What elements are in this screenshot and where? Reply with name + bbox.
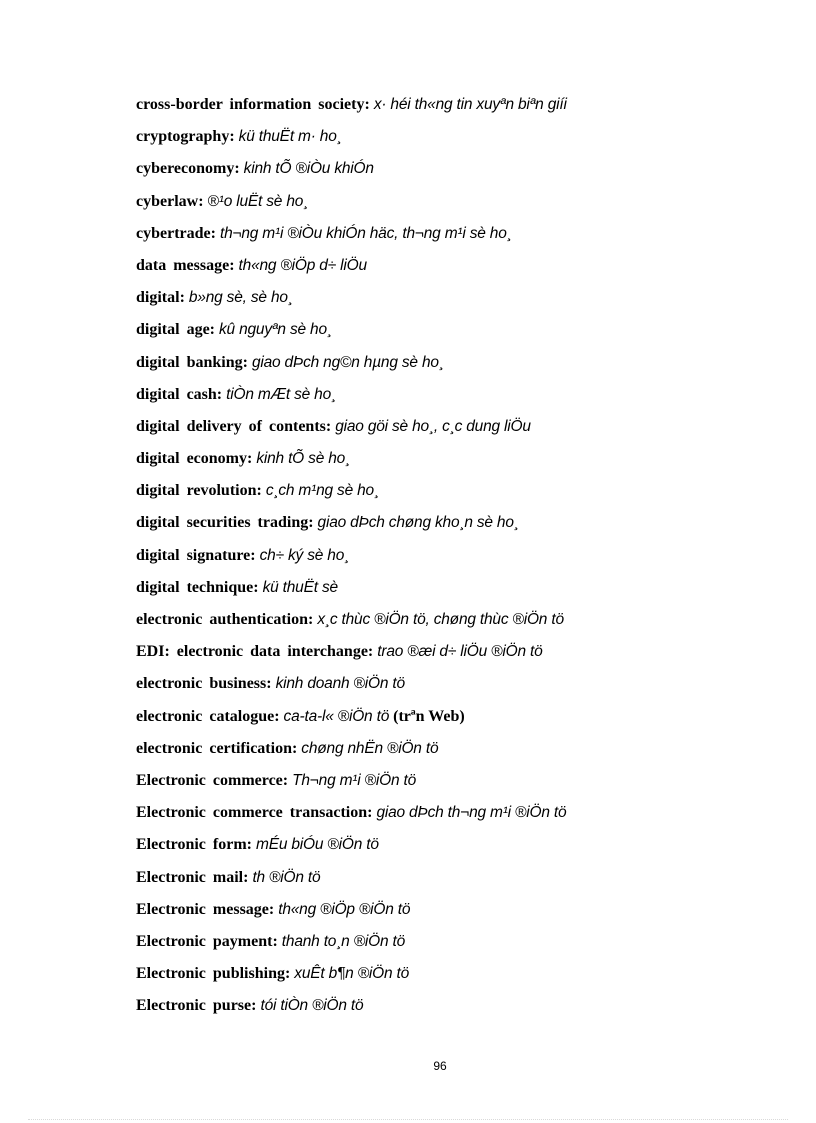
glossary-entry: [136, 479, 786, 511]
glossary-entry: [136, 125, 786, 157]
entry-definition: kinh tÕ ®iÒu khiÓn: [243, 160, 374, 178]
entry-definition: giao dÞch chøng kho¸n sè ho¸: [317, 514, 519, 532]
entry-definition: th ®iÖn tö: [252, 868, 321, 886]
glossary-entry: [136, 254, 786, 286]
entry-definition: thanh to¸n ®iÖn tö: [281, 932, 406, 950]
entry-term: cryptography:: [136, 128, 235, 146]
glossary-entry: [136, 222, 786, 254]
entry-term: cybertrade:: [136, 224, 216, 242]
entry-term: digital:: [136, 289, 185, 307]
glossary-entry: [136, 769, 786, 801]
glossary-entry: [136, 318, 786, 350]
entry-definition: xuÊt b¶n ®iÖn tö: [294, 965, 410, 983]
entry-term: Electronic purse:: [136, 997, 257, 1015]
glossary-entry: [136, 705, 786, 737]
glossary-entry: [136, 286, 786, 318]
glossary-entry: [136, 672, 786, 704]
entry-definition: mÉu biÓu ®iÖn tö: [256, 836, 379, 854]
entry-definition: trao ®æi d÷ liÖu ®iÖn tö: [377, 643, 543, 661]
entry-term: Electronic mail:: [136, 868, 249, 886]
entry-term: digital revolution:: [136, 482, 262, 500]
entry-term: cybereconomy:: [136, 160, 240, 178]
glossary-list: [136, 93, 786, 1026]
entry-definition: giao göi sè ho¸, c¸c dung liÖu: [335, 417, 531, 435]
entry-term: digital age:: [136, 321, 215, 339]
entry-term: digital signature:: [136, 546, 256, 564]
entry-definition: c¸ch m¹ng sè ho¸: [265, 482, 379, 500]
glossary-entry: [136, 608, 786, 640]
glossary-entry: [136, 157, 786, 189]
entry-definition: kinh tÕ sè ho¸: [256, 450, 351, 468]
entry-term: digital cash:: [136, 385, 223, 403]
entry-term: cyberlaw:: [136, 192, 204, 210]
glossary-entry: [136, 640, 786, 672]
entry-definition: tói tiÒn ®iÖn tö: [260, 997, 364, 1015]
glossary-entry: [136, 898, 786, 930]
glossary-entry: [136, 737, 786, 769]
glossary-entry: [136, 511, 786, 543]
entry-definition: th¬ng m¹i ®iÒu khiÓn häc, th¬ng m¹i sè ho¸: [219, 224, 512, 242]
glossary-entry: [136, 415, 786, 447]
entry-definition: ®¹o luËt sè ho¸: [207, 192, 309, 210]
glossary-entry: [136, 93, 786, 125]
entry-term: data message:: [136, 256, 235, 274]
entry-term: electronic catalogue:: [136, 707, 280, 725]
entry-term: cross-border information society:: [136, 96, 370, 113]
entry-term: Electronic payment:: [136, 932, 278, 950]
entry-definition: kü thuËt sè: [262, 578, 338, 596]
entry-term: Electronic commerce:: [136, 771, 289, 789]
entry-definition: th«ng ®iÖp ®iÖn tö: [278, 900, 411, 918]
entry-definition: x· héi th«ng tin xuyªn biªn giíi: [373, 96, 567, 113]
entry-definition: giao dÞch th¬ng m¹i ®iÖn tö: [376, 804, 567, 822]
glossary-entry: [136, 383, 786, 415]
glossary-entry: [136, 962, 786, 994]
entry-definition: giao dÞch ng©n hµng sè ho¸: [251, 353, 444, 371]
entry-term: electronic certification:: [136, 739, 298, 757]
entry-term: Electronic commerce transaction:: [136, 804, 373, 822]
entry-term: electronic business:: [136, 675, 272, 693]
glossary-entry: [136, 930, 786, 962]
glossary-entry: [136, 544, 786, 576]
glossary-entry: [136, 833, 786, 865]
entry-term: Electronic message:: [136, 900, 275, 918]
glossary-entry: [136, 190, 786, 222]
entry-definition: tiÒn mÆt sè ho¸: [226, 385, 336, 403]
entry-definition: ca-ta-l« ®iÖn tö: [283, 707, 390, 725]
glossary-entry: [136, 351, 786, 383]
glossary-entry: [136, 801, 786, 833]
entry-definition: b»ng sè, sè ho¸: [188, 289, 293, 307]
entry-term: digital technique:: [136, 578, 259, 596]
entry-definition: chøng nhËn ®iÖn tö: [301, 739, 439, 757]
entry-term: digital securities trading:: [136, 514, 314, 532]
page-bottom-divider: [28, 1119, 788, 1120]
entry-definition: kû nguyªn sè ho¸: [219, 321, 332, 339]
entry-definition: Th¬ng m¹i ®iÖn tö: [292, 771, 416, 789]
entry-term: digital banking:: [136, 353, 248, 371]
entry-definition: kü thuËt m· ho¸: [238, 128, 342, 146]
glossary-entry: [136, 994, 786, 1026]
entry-term: EDI: electronic data interchange:: [136, 643, 374, 661]
entry-term: digital economy:: [136, 450, 253, 468]
entry-definition: kinh doanh ®iÖn tö: [275, 675, 405, 693]
entry-definition: th«ng ®iÖp d÷ liÖu: [238, 256, 367, 274]
entry-term: electronic authentication:: [136, 611, 314, 628]
page-number: 96: [433, 1059, 447, 1073]
glossary-entry: [136, 447, 786, 479]
entry-note: (trªn Web): [393, 707, 465, 725]
entry-term: Electronic publishing:: [136, 965, 291, 983]
glossary-entry: [136, 866, 786, 898]
entry-definition: x¸c thùc ®iÖn tö, chøng thùc ®iÖn tö: [317, 611, 564, 628]
glossary-entry: [136, 576, 786, 608]
entry-definition: ch÷ ký sè ho¸: [259, 546, 350, 564]
entry-term: digital delivery of contents:: [136, 417, 332, 435]
entry-term: Electronic form:: [136, 836, 252, 854]
